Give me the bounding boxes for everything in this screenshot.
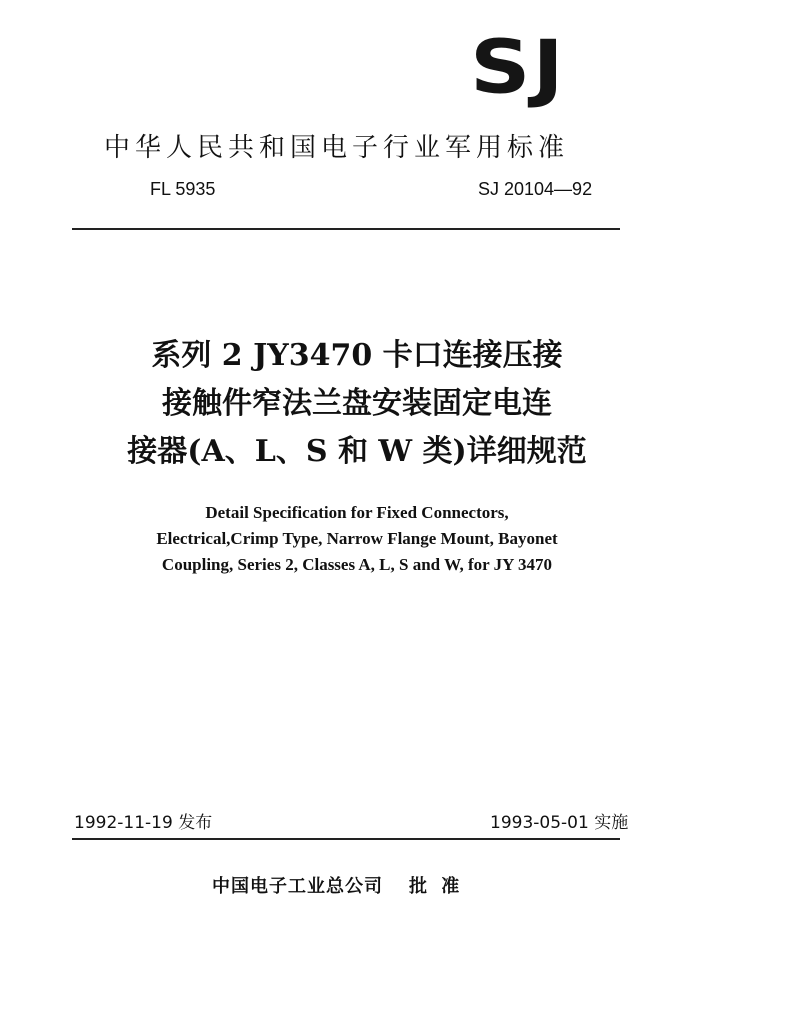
english-title-line-3: Coupling, Series 2, Classes A, L, S and W, for JY 3470	[161, 555, 553, 574]
approval-label: 批 准	[409, 876, 464, 897]
sj-logo: SJ	[470, 24, 566, 111]
chinese-title-line-2: 接触件窄法兰盘安装固定电连	[162, 386, 552, 421]
implementation-date: 1993-05-01 实施	[490, 813, 629, 833]
approval-line	[212, 875, 463, 899]
standard-type-title: 中华人民共和国电子行业军用标准	[104, 133, 570, 163]
classification-code: FL 5935	[150, 179, 216, 199]
header-divider	[72, 228, 620, 230]
issue-date: 1992-11-19 发布	[74, 813, 213, 833]
english-title-line-1: Detail Specification for Fixed Connectors,	[205, 503, 509, 522]
standard-number: SJ 20104—92	[478, 179, 593, 199]
chinese-title-line-1: 系列 2 JY3470 卡口连接压接	[151, 338, 563, 373]
footer-divider	[72, 838, 620, 840]
approving-authority: 中国电子工业总公司	[212, 876, 383, 897]
english-title	[72, 500, 642, 578]
chinese-title-line-3: 接器(A、L、S 和 W 类)详细规范	[127, 434, 587, 469]
chinese-title	[72, 332, 642, 476]
english-title-line-2: Electrical,Crimp Type, Narrow Flange Mount, Bayonet	[156, 529, 558, 548]
